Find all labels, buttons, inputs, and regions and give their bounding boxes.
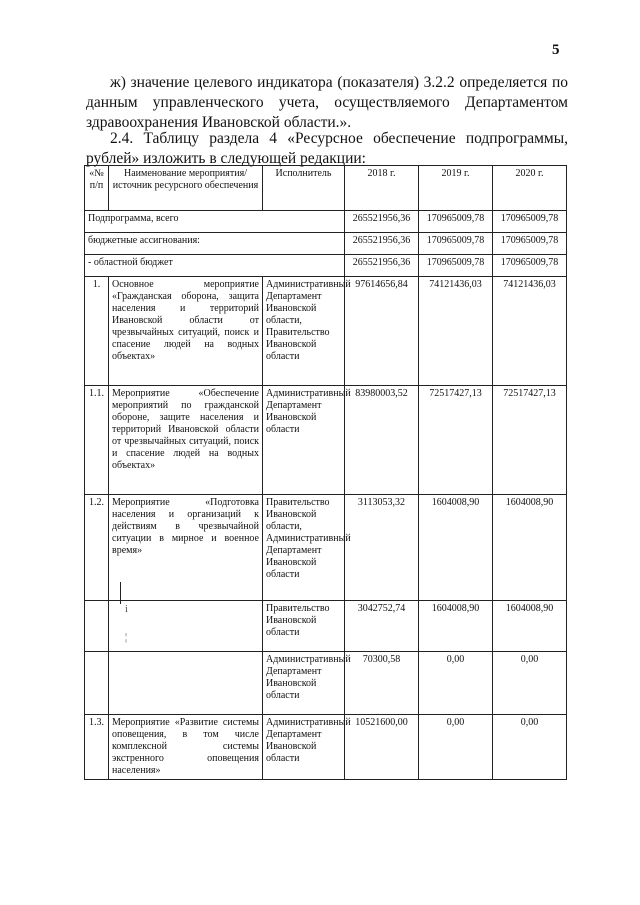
- row-name: Мероприятие «Подготовка населения и организаций к действиям в чрезвычайной ситуации в мирное и военное время»: [109, 495, 263, 601]
- table-row: [85, 386, 567, 495]
- scan-mark: ¦: [125, 632, 128, 643]
- row-executor: Административный Департамент Ивановской области: [263, 386, 345, 495]
- summary-label: бюджетные ассигнования:: [85, 233, 345, 255]
- row-2020: 0,00: [493, 715, 567, 780]
- row-name: [109, 601, 263, 652]
- header-2020: 2020 г.: [493, 166, 567, 211]
- row-2019: 0,00: [419, 715, 493, 780]
- row-num: [85, 601, 109, 652]
- row-executor: Административный Департамент Ивановской области, Правительство Ивановской области: [263, 277, 345, 386]
- summary-2020: 170965009,78: [493, 233, 567, 255]
- summary-2019: 170965009,78: [419, 233, 493, 255]
- row-2018: 10521600,00: [345, 715, 419, 780]
- summary-row-budget: [85, 233, 567, 255]
- summary-2020: 170965009,78: [493, 255, 567, 277]
- row-executor: Административный Департамент Ивановской области: [263, 652, 345, 715]
- row-2020: 1604008,90: [493, 601, 567, 652]
- row-executor: Правительство Ивановской области, Административный Департамент Ивановской области: [263, 495, 345, 601]
- row-2018: 83980003,52: [345, 386, 419, 495]
- row-num: 1.1.: [85, 386, 109, 495]
- paragraph-indicator: ж) значение целевого индикатора (показателя) 3.2.2 определяется по данным управленческого учета, осуществляемого Департаментом здравоохранения Ивановской области.».: [86, 74, 568, 131]
- summary-row-regional: [85, 255, 567, 277]
- row-2019: 72517427,13: [419, 386, 493, 495]
- header-2019: 2019 г.: [419, 166, 493, 211]
- row-2020: 74121436,03: [493, 277, 567, 386]
- row-2020: 1604008,90: [493, 495, 567, 601]
- scan-artifact-line: [120, 582, 121, 604]
- paragraph-table-intro: 2.4. Таблицу раздела 4 «Ресурсное обеспечение подпрограммы, рублей» изложить в следующей редакции:: [86, 130, 568, 167]
- row-2018: 97614656,84: [345, 277, 419, 386]
- row-name: [109, 652, 263, 715]
- row-2018: 70300,58: [345, 652, 419, 715]
- summary-2019: 170965009,78: [419, 211, 493, 233]
- row-2019: 0,00: [419, 652, 493, 715]
- summary-2020: 170965009,78: [493, 211, 567, 233]
- summary-2018: 265521956,36: [345, 233, 419, 255]
- summary-label: Подпрограмма, всего: [85, 211, 345, 233]
- table-row: [85, 495, 567, 601]
- row-2019: 1604008,90: [419, 601, 493, 652]
- summary-label: - областной бюджет: [85, 255, 345, 277]
- row-name: Мероприятие «Обеспечение мероприятий по гражданской обороне, защите населения и территорий Ивановской области от чрезвычайных ситуаций, поиск и спасение людей на водных объектах»: [109, 386, 263, 495]
- row-num: [85, 652, 109, 715]
- row-executor: Правительство Ивановской области: [263, 601, 345, 652]
- table-row: [85, 277, 567, 386]
- row-2020: 72517427,13: [493, 386, 567, 495]
- row-2020: 0,00: [493, 652, 567, 715]
- row-2018: 3042752,74: [345, 601, 419, 652]
- table-row: [85, 601, 567, 652]
- summary-row-total: [85, 211, 567, 233]
- row-2018: 3113053,32: [345, 495, 419, 601]
- row-name: Основное мероприятие «Гражданская оборона, защита населения и территорий Ивановской области от чрезвычайных ситуаций, поиск и спасение людей на водных объектах»: [109, 277, 263, 386]
- row-num: 1.: [85, 277, 109, 386]
- row-2019: 74121436,03: [419, 277, 493, 386]
- row-num: 1.2.: [85, 495, 109, 601]
- resource-table: [84, 165, 567, 780]
- table-row: [85, 715, 567, 780]
- header-num: «№ п/п: [85, 166, 109, 211]
- table-header-row: [85, 166, 567, 211]
- row-name: Мероприятие «Развитие системы оповещения, в том числе комплексной системы экстренного оповещения населения»: [109, 715, 263, 780]
- page-number: 5: [552, 42, 560, 58]
- summary-2019: 170965009,78: [419, 255, 493, 277]
- scan-mark: i: [125, 604, 128, 615]
- header-name: Наименование мероприятия/источник ресурсного обеспечения: [109, 166, 263, 211]
- header-2018: 2018 г.: [345, 166, 419, 211]
- row-2019: 1604008,90: [419, 495, 493, 601]
- row-executor: Административный Департамент Ивановской области: [263, 715, 345, 780]
- header-executor: Исполнитель: [263, 166, 345, 211]
- summary-2018: 265521956,36: [345, 255, 419, 277]
- row-num: 1.3.: [85, 715, 109, 780]
- summary-2018: 265521956,36: [345, 211, 419, 233]
- table-row: [85, 652, 567, 715]
